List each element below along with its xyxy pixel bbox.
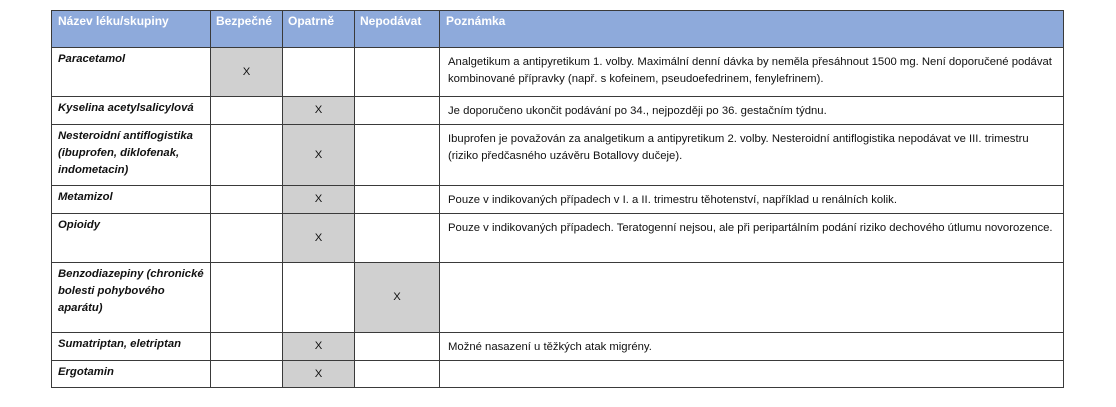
- drug-name-cell: Metamizol: [52, 186, 211, 214]
- safe-mark-cell: [211, 125, 283, 186]
- safe-mark-cell: [211, 186, 283, 214]
- note-cell: [440, 361, 1064, 388]
- table-row: [52, 263, 1064, 333]
- note-cell: Ibuprofen je považován za analgetikum a antipyretikum 2. volby. Nesteroidní antiflogistika nepodávat ve III. trimestru (riziko předčasného uzávěru Botallovy dučeje).: [440, 125, 1064, 186]
- avoid-mark-cell: [355, 361, 440, 388]
- note-cell: Pouze v indikovaných případech. Teratogenní nejsou, ale při peripartálním podání riziko dechového útlumu novorozence.: [440, 214, 1064, 263]
- caution-mark-cell: X: [283, 214, 355, 263]
- note-cell: Je doporučeno ukončit podávání po 34., nejpozději po 36. gestačním týdnu.: [440, 97, 1064, 125]
- avoid-mark-cell: [355, 125, 440, 186]
- drug-name-cell: Benzodiazepiny (chronické bolesti pohybového aparátu): [52, 263, 211, 333]
- column-header-caution: Opatrně: [283, 11, 355, 48]
- caution-mark-cell: X: [283, 333, 355, 361]
- table-row: [52, 186, 1064, 214]
- drug-name-cell: Kyselina acetylsalicylová: [52, 97, 211, 125]
- column-header-safe: Bezpečné: [211, 11, 283, 48]
- safe-mark-cell: [211, 263, 283, 333]
- avoid-mark-cell: [355, 48, 440, 97]
- drug-name-cell: Ergotamin: [52, 361, 211, 388]
- table-row: [52, 333, 1064, 361]
- drug-name-cell: Sumatriptan, eletriptan: [52, 333, 211, 361]
- note-cell: Možné nasazení u těžkých atak migrény.: [440, 333, 1064, 361]
- safe-mark-cell: [211, 97, 283, 125]
- safe-mark-cell: X: [211, 48, 283, 97]
- table-row: [52, 361, 1064, 388]
- safe-mark-cell: [211, 361, 283, 388]
- table-row: [52, 214, 1064, 263]
- avoid-mark-cell: [355, 214, 440, 263]
- table-row: [52, 48, 1064, 97]
- column-header-name: Název léku/skupiny: [52, 11, 211, 48]
- header-row: [52, 11, 1064, 48]
- drug-safety-table: [51, 10, 1064, 388]
- avoid-mark-cell: [355, 186, 440, 214]
- caution-mark-cell: [283, 48, 355, 97]
- note-cell: Analgetikum a antipyretikum 1. volby. Maximální denní dávka by neměla přesáhnout 1500 mg. Není doporučené podávat kombinované přípravky (např. s kofeinem, pseudoefedrinem, fenylefrinem).: [440, 48, 1064, 97]
- note-cell: [440, 263, 1064, 333]
- table-row: [52, 125, 1064, 186]
- avoid-mark-cell: [355, 97, 440, 125]
- drug-name-cell: Nesteroidní antiflogistika (ibuprofen, diklofenak, indometacin): [52, 125, 211, 186]
- avoid-mark-cell: [355, 333, 440, 361]
- caution-mark-cell: [283, 263, 355, 333]
- caution-mark-cell: X: [283, 361, 355, 388]
- caution-mark-cell: X: [283, 125, 355, 186]
- table-row: [52, 97, 1064, 125]
- column-header-avoid: Nepodávat: [355, 11, 440, 48]
- drug-name-cell: Opioidy: [52, 214, 211, 263]
- drug-name-cell: Paracetamol: [52, 48, 211, 97]
- column-header-note: Poznámka: [440, 11, 1064, 48]
- caution-mark-cell: X: [283, 186, 355, 214]
- safe-mark-cell: [211, 333, 283, 361]
- safe-mark-cell: [211, 214, 283, 263]
- avoid-mark-cell: X: [355, 263, 440, 333]
- caution-mark-cell: X: [283, 97, 355, 125]
- note-cell: Pouze v indikovaných případech v I. a II. trimestru těhotenství, například u renálních kolik.: [440, 186, 1064, 214]
